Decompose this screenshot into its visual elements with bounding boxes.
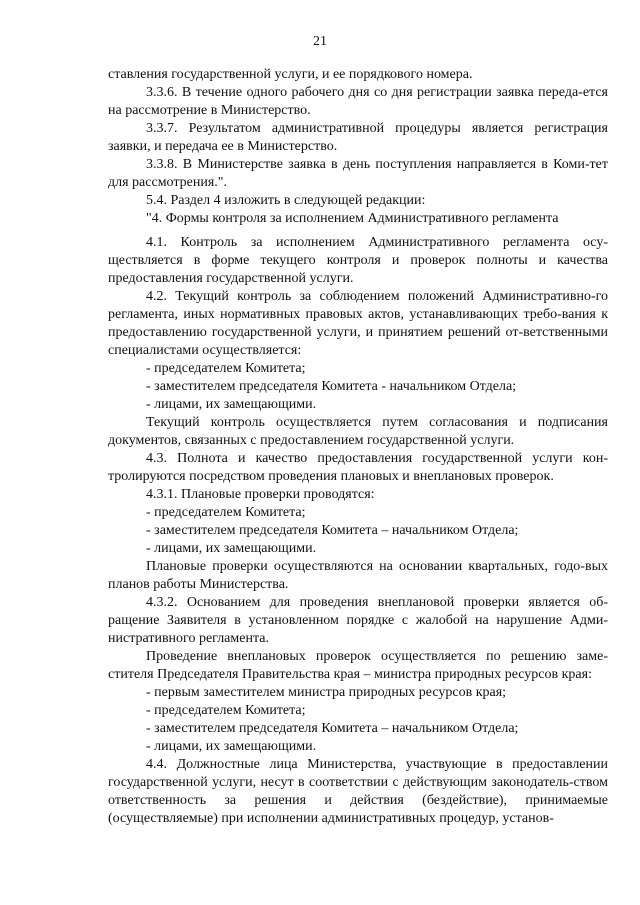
paragraph: - председателем Комитета; [146, 703, 306, 718]
paragraph: 3.3.7. Результатом административной процедуры является регистрация заявки, и передача ее в Министерство. [108, 121, 608, 154]
paragraph: - заместителем председателя Комитета - начальником Отдела; [146, 379, 517, 394]
paragraph: - первым заместителем министра природных ресурсов края; [146, 685, 507, 700]
paragraph: - председателем Комитета; [146, 361, 306, 376]
paragraph: 5.4. Раздел 4 изложить в следующей редакции: [146, 193, 426, 208]
paragraph: - лицами, их замещающими. [146, 397, 317, 412]
paragraph: 4.2. Текущий контроль за соблюдением положений Административно-го регламента, иных нормативных правовых актов, устанавливающих требо-вания к предоставлению государственной услуги, и принятием решений от-ветственными специалистами осуществляется: [108, 289, 608, 358]
paragraph: 4.4. Должностные лица Министерства, участвующие в предоставлении государственной услуги, несут в соответствии с действующим законодатель-ством ответственность за решения и действия (бездействие), принимаемые (осуществляемые) при исполнении административных процедур, установ- [108, 757, 608, 826]
page-number: 21 [313, 34, 327, 49]
paragraph: 4.3.1. Плановые проверки проводятся: [146, 487, 375, 502]
document-body [108, 66, 608, 828]
paragraph: - лицами, их замещающими. [146, 541, 317, 556]
paragraph: Проведение внеплановых проверок осуществляется по решению заме-стителя Председателя Правительства края – министра природных ресурсов края: [108, 649, 608, 682]
paragraph: 3.3.8. В Министерстве заявка в день поступления направляется в Коми-тет для рассмотрения.". [108, 157, 608, 190]
paragraph: - лицами, их замещающими. [146, 739, 317, 754]
paragraph: 4.3. Полнота и качество предоставления государственной услуги кон-тролируются посредством проведения плановых и внеплановых проверок. [108, 451, 608, 484]
paragraph: 4.3.2. Основанием для проведения внеплановой проверки является об-ращение Заявителя в установленном порядке с жалобой на нарушение Адми-нистративного регламента. [108, 595, 608, 646]
paragraph: Плановые проверки осуществляются на основании квартальных, годо-вых планов работы Министерства. [108, 559, 608, 592]
paragraph: - заместителем председателя Комитета – начальником Отдела; [146, 721, 519, 736]
paragraph: - председателем Комитета; [146, 505, 306, 520]
paragraph: Текущий контроль осуществляется путем согласования и подписания документов, связанных с предоставлением государственной услуги. [108, 415, 608, 448]
paragraph: ставления государственной услуги, и ее порядкового номера. [108, 67, 473, 82]
paragraph: 4.1. Контроль за исполнением Административного регламента осу-ществляется в форме текущего контроля и проверок полноты и качества предоставления государственной услуги. [108, 235, 608, 286]
paragraph: "4. Формы контроля за исполнением Административного регламента [146, 211, 559, 226]
paragraph: 3.3.6. В течение одного рабочего дня со дня регистрации заявка переда-ется на рассмотрение в Министерство. [108, 85, 608, 118]
paragraph: - заместителем председателя Комитета – начальником Отдела; [146, 523, 519, 538]
